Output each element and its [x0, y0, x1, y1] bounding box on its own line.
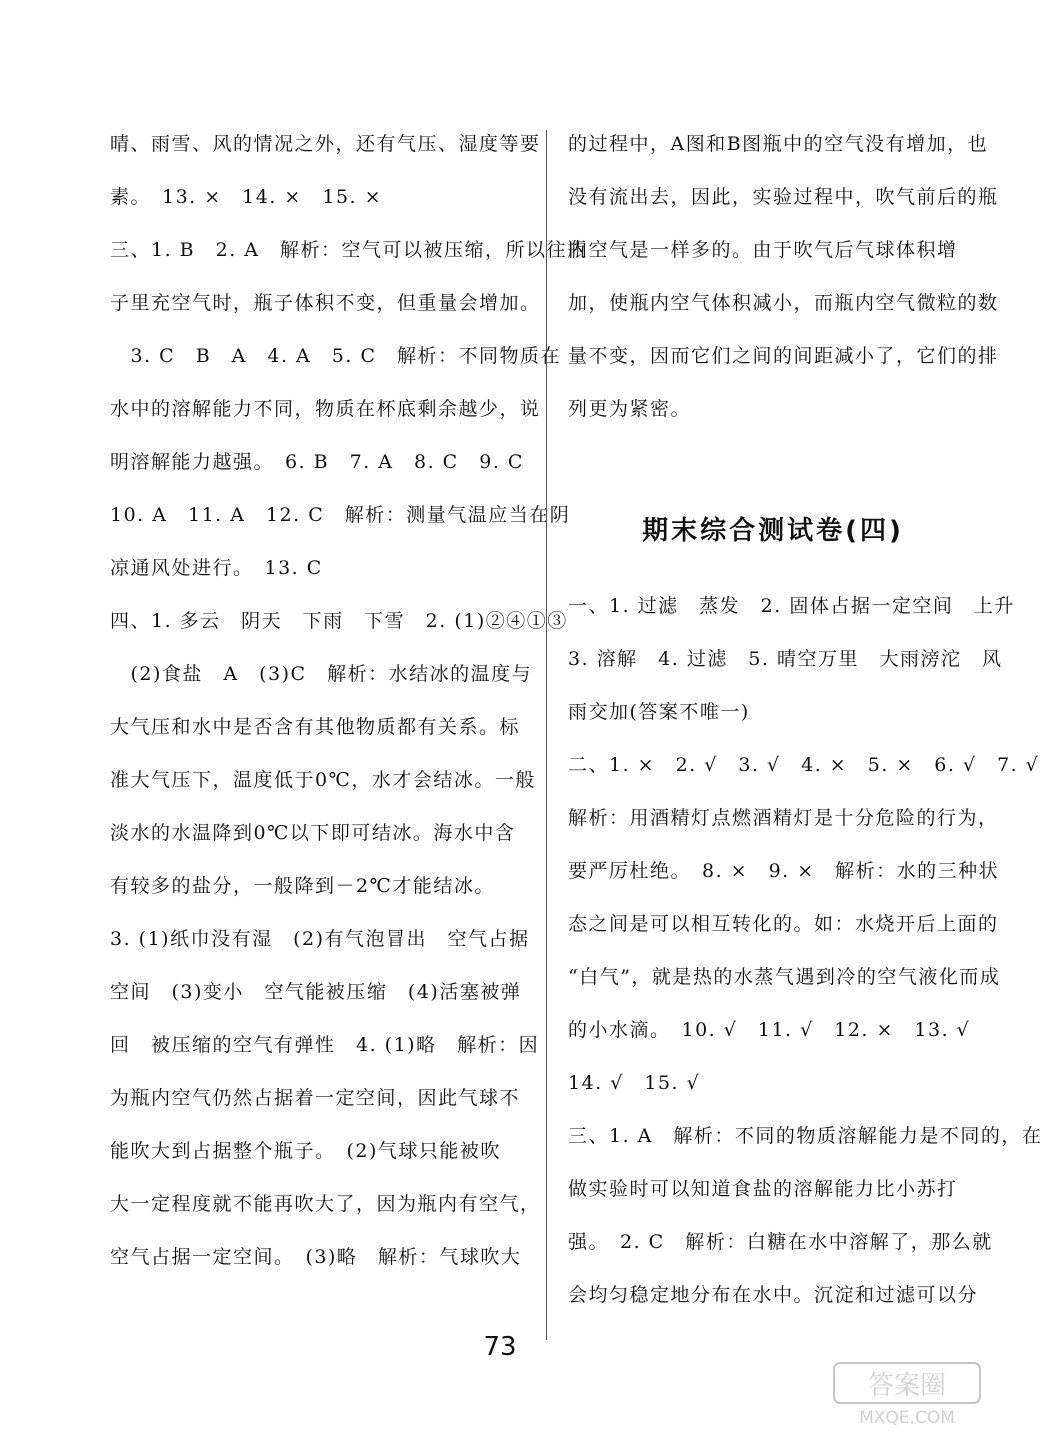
- text-line: 素。 13. × 14. × 15. ×: [110, 186, 383, 208]
- text-line: 空间 (3)变小 空气能被压缩 (4)活塞被弹: [110, 981, 522, 1003]
- text-line: 为瓶内空气仍然占据着一定空间，因此气球不: [110, 1087, 521, 1109]
- section-title: 期末综合测试卷(四): [642, 516, 904, 546]
- text-line: 晴、雨雪、风的情况之外，还有气压、湿度等要: [110, 133, 541, 155]
- right-column-top: [568, 118, 999, 436]
- text-line: 回 被压缩的空气有弹性 4. (1)略 解析：因: [110, 1034, 540, 1056]
- text-line: 没有流出去，因此，实验过程中，吹气前后的瓶: [568, 186, 999, 208]
- text-line: 有较多的盐分，一般降到－2℃才能结冰。: [110, 875, 495, 897]
- text-line: 10. A 11. A 12. C 解析：测量气温应当在阴: [110, 504, 571, 526]
- text-line: 3. 溶解 4. 过滤 5. 晴空万里 大雨滂沱 风: [568, 648, 1003, 670]
- text-line: 淡水的水温降到0℃以下即可结冰。海水中含: [110, 822, 516, 844]
- text-line: 雨交加(答案不唯一): [568, 701, 750, 723]
- watermark-text-bottom: MXQE.COM: [859, 1408, 955, 1428]
- text-line: 水中的溶解能力不同，物质在杯底剩余越少，说: [110, 398, 541, 420]
- watermark-logo: [832, 1359, 982, 1429]
- text-line: “白气”，就是热的水蒸气遇到冷的空气液化而成: [568, 966, 1001, 988]
- text-line: 加，使瓶内空气体积减小，而瓶内空气微粒的数: [568, 292, 999, 314]
- right-column-bottom: [568, 580, 1042, 1322]
- text-line: 14. √ 15. √: [568, 1072, 701, 1094]
- text-line: 内空气是一样多的。由于吹气后气球体积增: [568, 239, 958, 261]
- text-line: 空气占据一定空间。 (3)略 解析：气球吹大: [110, 1246, 522, 1268]
- text-line: 三、1. A 解析：不同的物质溶解能力是不同的，在: [568, 1125, 1042, 1147]
- text-line: 3. C B A 4. A 5. C 解析：不同物质在: [110, 345, 561, 367]
- watermark-text-top: 答案圈: [867, 1371, 947, 1401]
- text-line: 会均匀稳定地分布在水中。沉淀和过滤可以分: [568, 1284, 979, 1306]
- text-line: 量不变，因而它们之间的间距减小了，它们的排: [568, 345, 999, 367]
- text-line: 一、1. 过滤 蒸发 2. 固体占据一定空间 上升: [568, 595, 1015, 617]
- text-line: 的过程中，A图和B图瓶中的空气没有增加，也: [568, 133, 989, 155]
- text-line: 列更为紧密。: [568, 398, 692, 420]
- text-line: 明溶解能力越强。 6. B 7. A 8. C 9. C: [110, 451, 524, 473]
- text-line: 强。 2. C 解析：白糖在水中溶解了，那么就: [568, 1231, 993, 1253]
- text-line: 大一定程度就不能再吹大了，因为瓶内有空气，: [110, 1193, 541, 1215]
- text-line: 子里充空气时，瓶子体积不变，但重量会增加。: [110, 292, 541, 314]
- text-line: 做实验时可以知道食盐的溶解能力比小苏打: [568, 1178, 958, 1200]
- text-line: 二、1. × 2. √ 3. √ 4. × 5. × 6. √ 7. √: [568, 754, 1040, 776]
- text-line: (2)食盐 A (3)C 解析：水结冰的温度与: [110, 663, 533, 685]
- left-column: [110, 118, 588, 1284]
- page-number: 73: [483, 1332, 517, 1362]
- text-line: 四、1. 多云 阴天 下雨 下雪 2. (1)②④①③: [110, 610, 568, 632]
- text-line: 准大气压下，温度低于0℃，水才会结冰。一般: [110, 769, 536, 791]
- text-line: 凉通风处进行。 13. C: [110, 557, 323, 579]
- text-line: 要严厉杜绝。 8. × 9. × 解析：水的三种状: [568, 860, 1000, 882]
- text-line: 能吹大到占据整个瓶子。 (2)气球只能被吹: [110, 1140, 501, 1162]
- text-line: 的小水滴。 10. √ 11. √ 12. × 13. √: [568, 1019, 971, 1041]
- column-divider: [546, 130, 547, 1340]
- text-line: 大气压和水中是否含有其他物质都有关系。标: [110, 716, 521, 738]
- text-line: 三、1. B 2. A 解析：空气可以被压缩，所以往瓶: [110, 239, 588, 261]
- text-line: 3. (1)纸巾没有湿 (2)有气泡冒出 空气占据: [110, 928, 530, 950]
- text-line: 态之间是可以相互转化的。如：水烧开后上面的: [568, 913, 999, 935]
- text-line: 解析：用酒精灯点燃酒精灯是十分危险的行为，: [568, 807, 999, 829]
